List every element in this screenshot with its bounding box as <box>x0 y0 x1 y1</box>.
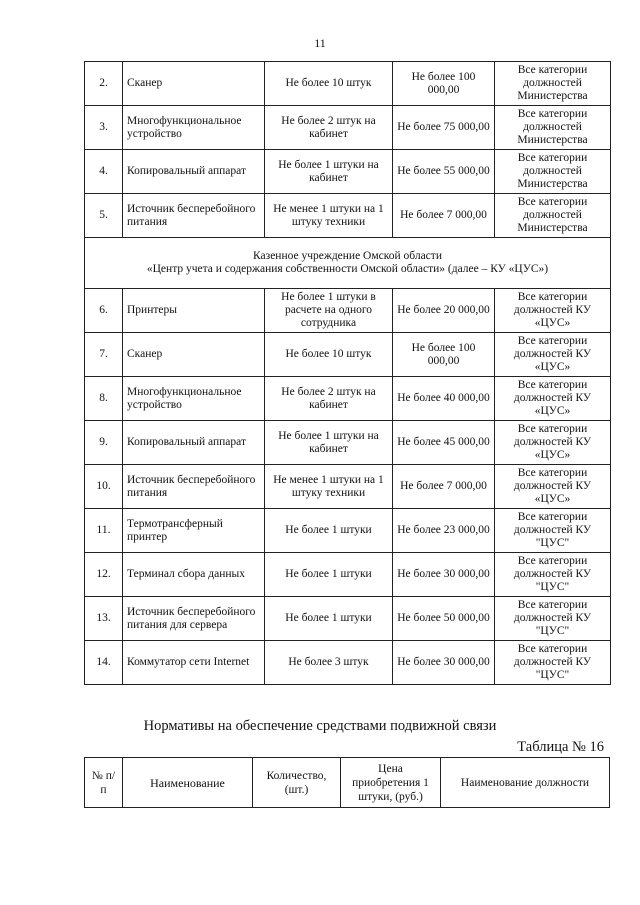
item-category: Все категории должностей КУ «ЦУС» <box>495 421 611 465</box>
row-number: 9. <box>85 421 123 465</box>
item-price: Не более 50 000,00 <box>393 597 495 641</box>
item-price: Не более 100 000,00 <box>393 333 495 377</box>
item-category: Все категории должностей КУ "ЦУС" <box>495 553 611 597</box>
item-name: Коммутатор сети Internet <box>123 641 265 685</box>
item-quantity: Не более 1 штуки <box>265 553 393 597</box>
table-row <box>85 641 611 685</box>
item-quantity: Не более 10 штук <box>265 62 393 106</box>
item-name: Копировальный аппарат <box>123 421 265 465</box>
header-position: Наименование должности <box>441 758 610 808</box>
item-quantity: Не более 2 штук на кабинет <box>265 106 393 150</box>
item-price: Не более 20 000,00 <box>393 289 495 333</box>
table-row <box>85 421 611 465</box>
item-price: Не более 7 000,00 <box>393 465 495 509</box>
row-number: 11. <box>85 509 123 553</box>
table-row <box>85 465 611 509</box>
item-name: Принтеры <box>123 289 265 333</box>
item-price: Не более 30 000,00 <box>393 641 495 685</box>
item-price: Не более 23 000,00 <box>393 509 495 553</box>
item-name: Сканер <box>123 333 265 377</box>
item-category: Все категории должностей КУ «ЦУС» <box>495 333 611 377</box>
row-number: 12. <box>85 553 123 597</box>
row-number: 4. <box>85 150 123 194</box>
item-price: Не более 30 000,00 <box>393 553 495 597</box>
table-row <box>85 194 611 238</box>
table-header-row <box>85 758 610 808</box>
item-quantity: Не более 1 штуки <box>265 597 393 641</box>
table-row <box>85 106 611 150</box>
item-quantity: Не менее 1 штуки на 1 штуку техники <box>265 194 393 238</box>
item-category: Все категории должностей КУ "ЦУС" <box>495 597 611 641</box>
item-name: Многофункциональное устройство <box>123 106 265 150</box>
row-number: 5. <box>85 194 123 238</box>
item-name: Терминал сбора данных <box>123 553 265 597</box>
table-row <box>85 333 611 377</box>
item-name: Сканер <box>123 62 265 106</box>
item-name: Термотрансферный принтер <box>123 509 265 553</box>
item-quantity: Не менее 1 штуки на 1 штуку техники <box>265 465 393 509</box>
item-price: Не более 7 000,00 <box>393 194 495 238</box>
item-category: Все категории должностей КУ «ЦУС» <box>495 465 611 509</box>
header-number: № п/п <box>85 758 123 808</box>
header-quantity: Количество, (шт.) <box>253 758 341 808</box>
table-label: Таблица № 16 <box>517 739 604 755</box>
item-category: Все категории должностей КУ «ЦУС» <box>495 377 611 421</box>
item-name: Источник бесперебойного питания для сервера <box>123 597 265 641</box>
row-number: 7. <box>85 333 123 377</box>
item-quantity: Не более 1 штуки на кабинет <box>265 150 393 194</box>
item-price: Не более 40 000,00 <box>393 377 495 421</box>
table-row <box>85 553 611 597</box>
section-header <box>85 238 611 289</box>
item-category: Все категории должностей Министерства <box>495 106 611 150</box>
item-name: Копировальный аппарат <box>123 150 265 194</box>
item-category: Все категории должностей КУ «ЦУС» <box>495 289 611 333</box>
item-quantity: Не более 3 штук <box>265 641 393 685</box>
table-row <box>85 377 611 421</box>
row-number: 14. <box>85 641 123 685</box>
item-category: Все категории должностей Министерства <box>495 150 611 194</box>
header-name: Наименование <box>123 758 253 808</box>
item-category: Все категории должностей Министерства <box>495 194 611 238</box>
item-name: Многофункциональное устройство <box>123 377 265 421</box>
table-row <box>85 62 611 106</box>
item-quantity: Не более 1 штуки на кабинет <box>265 421 393 465</box>
row-number: 8. <box>85 377 123 421</box>
row-number: 13. <box>85 597 123 641</box>
row-number: 2. <box>85 62 123 106</box>
table-row <box>85 509 611 553</box>
item-category: Все категории должностей КУ "ЦУС" <box>495 509 611 553</box>
item-price: Не более 100 000,00 <box>393 62 495 106</box>
section-title: Нормативы на обеспечение средствами подвижной связи <box>143 718 497 734</box>
table-row <box>85 597 611 641</box>
item-quantity: Не более 1 штуки в расчете на одного сотрудника <box>265 289 393 333</box>
table-row <box>85 289 611 333</box>
row-number: 3. <box>85 106 123 150</box>
item-name: Источник бесперебойного питания <box>123 194 265 238</box>
row-number: 6. <box>85 289 123 333</box>
equipment-norms-table <box>84 61 611 685</box>
item-price: Не более 45 000,00 <box>393 421 495 465</box>
section-header-row <box>85 238 611 289</box>
item-quantity: Не более 2 штук на кабинет <box>265 377 393 421</box>
header-price: Цена приобретения 1 штуки, (руб.) <box>341 758 441 808</box>
page-number: 11 <box>314 36 326 50</box>
item-category: Все категории должностей Министерства <box>495 62 611 106</box>
item-category: Все категории должностей КУ "ЦУС" <box>495 641 611 685</box>
table-row <box>85 150 611 194</box>
item-price: Не более 55 000,00 <box>393 150 495 194</box>
row-number: 10. <box>85 465 123 509</box>
section-org-name: Казенное учреждение Омской области <box>253 250 442 262</box>
section-org-full-name: «Центр учета и содержания собственности Омской области» (далее – КУ «ЦУС») <box>146 263 549 275</box>
item-name: Источник бесперебойного питания <box>123 465 265 509</box>
item-quantity: Не более 1 штуки <box>265 509 393 553</box>
item-price: Не более 75 000,00 <box>393 106 495 150</box>
item-quantity: Не более 10 штук <box>265 333 393 377</box>
mobile-communication-norms-table <box>84 757 610 808</box>
